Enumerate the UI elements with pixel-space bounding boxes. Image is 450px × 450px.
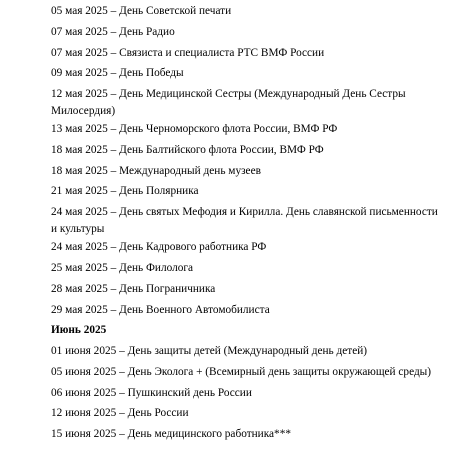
list-item: 28 мая 2025 – День Пограничника <box>51 282 216 295</box>
list-item: 24 мая 2025 – День Кадрового работника РФ <box>51 241 267 254</box>
list-item: 18 мая 2025 – День Балтийского флота России, ВМФ РФ <box>51 143 324 156</box>
list-item: 29 мая 2025 – День Военного Автомобилиста <box>51 303 270 316</box>
list-item: 05 мая 2025 – День Советской печати <box>51 5 232 17</box>
list-item: 07 мая 2025 – Связиста и специалиста РТС ВМФ России <box>51 46 325 59</box>
list-item: 25 мая 2025 – День Филолога <box>51 261 194 274</box>
list-item: 12 мая 2025 – День Медицинской Сестры (Международный День Сестры Милосердия) <box>51 88 406 117</box>
list-item: 21 мая 2025 – День Полярника <box>51 185 199 198</box>
list-item: 06 июня 2025 – Пушкинский день России <box>51 386 252 399</box>
list-item: 18 мая 2025 – Международный день музеев <box>51 164 261 177</box>
list-item: 07 мая 2025 – День Радио <box>51 25 175 38</box>
document-page <box>51 0 443 450</box>
list-item: 15 июня 2025 – День медицинского работника*** <box>51 428 292 441</box>
list-item: 24 мая 2025 – День святых Мефодия и Кирилла. День славянской письменности и культуры <box>51 206 438 235</box>
list-item: 09 мая 2025 – День Победы <box>51 67 184 80</box>
list-item: 13 мая 2025 – День Черноморского флота России, ВМФ РФ <box>51 123 338 136</box>
list-item: 01 июня 2025 – День защиты детей (Международный день детей) <box>51 345 368 358</box>
section-heading-june: Июнь 2025 <box>51 324 107 337</box>
list-item: 05 июня 2025 – День Эколога + (Всемирный день защиты окружающей среды) <box>51 365 432 378</box>
list-item: 12 июня 2025 – День России <box>51 407 189 420</box>
